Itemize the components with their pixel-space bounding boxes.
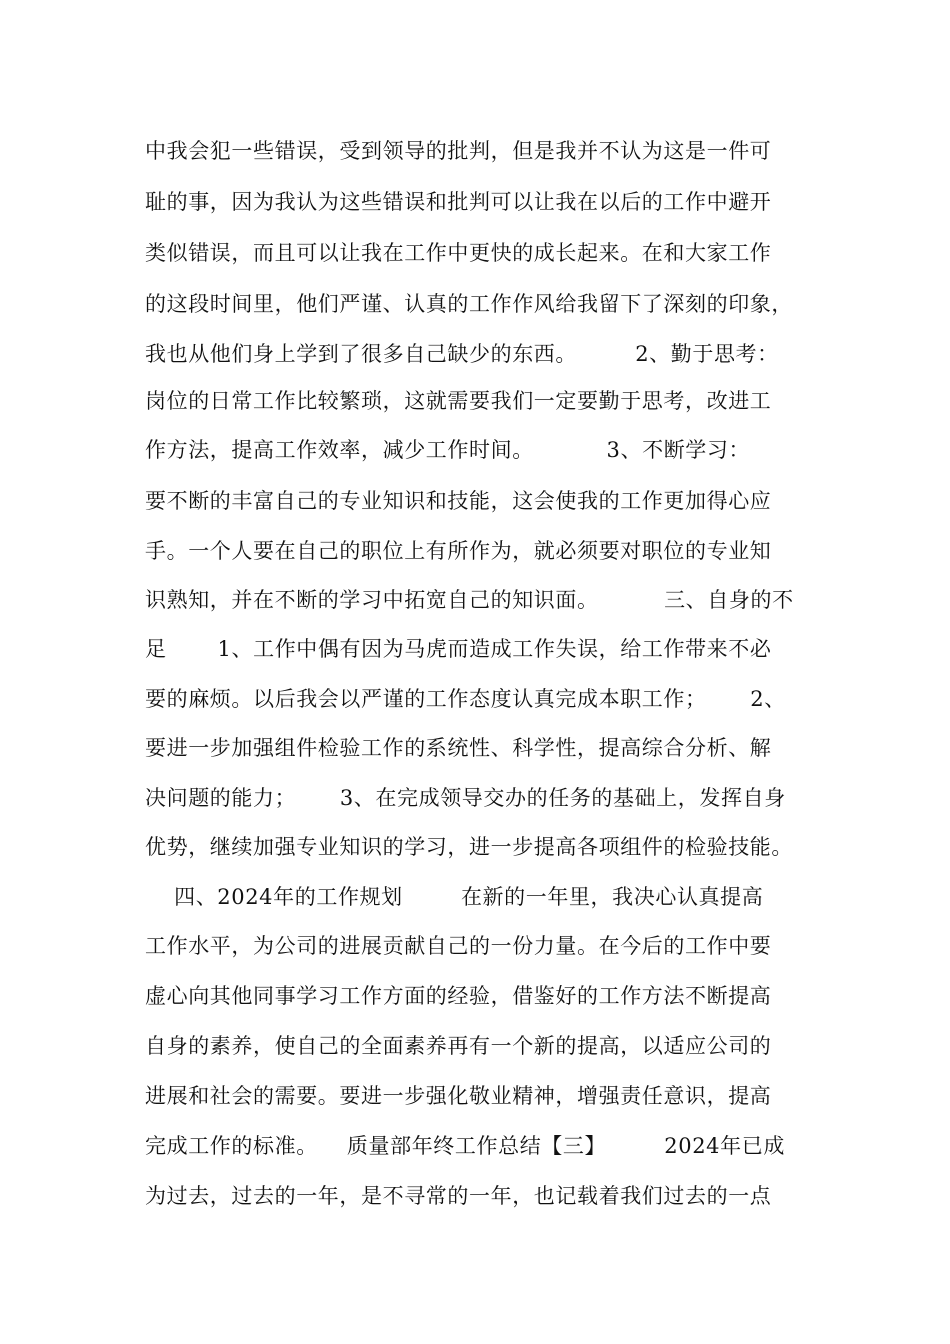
text-line: 类似错误，而且可以让我在工作中更快的成长起来。在和大家工作 — [145, 241, 772, 265]
text-line: 足 1、工作中偶有因为马虎而造成工作失误，给工作带来不必 — [145, 637, 772, 661]
text-line: 决问题的能力； 3、在完成领导交办的任务的基础上，发挥自身 — [145, 786, 786, 810]
text-line: 要不断的丰富自己的专业知识和技能，这会使我的工作更加得心应 — [145, 489, 772, 513]
text-line: 四、2024年的工作规划 在新的一年里，我决心认真提高 — [145, 885, 764, 909]
text-line: 中我会犯一些错误，受到领导的批判，但是我并不认为这是一件可 — [145, 139, 772, 163]
text-line: 手。一个人要在自己的职位上有所作为，就必须要对职位的专业知 — [145, 539, 772, 563]
text-line: 虚心向其他同事学习工作方面的经验，借鉴好的工作方法不断提高 — [145, 984, 772, 1008]
text-line: 要进一步加强组件检验工作的系统性、科学性，提高综合分析、解 — [145, 736, 772, 760]
text-line: 完成工作的标准。 质量部年终工作总结【三】 2024年已成 — [145, 1134, 785, 1158]
text-line: 岗位的日常工作比较繁琐，这就需要我们一定要勤于思考，改进工 — [145, 389, 772, 413]
text-line: 为过去，过去的一年，是不寻常的一年，也记载着我们过去的一点 — [145, 1184, 772, 1208]
text-line: 耻的事，因为我认为这些错误和批判可以让我在以后的工作中避开 — [145, 190, 772, 214]
text-line: 的这段时间里，他们严谨、认真的工作作风给我留下了深刻的印象， — [145, 292, 793, 316]
text-line: 我也从他们身上学到了很多自己缺少的东西。 2、勤于思考： — [145, 342, 779, 366]
text-line: 工作水平，为公司的进展贡献自己的一份力量。在今后的工作中要 — [145, 934, 772, 958]
text-line: 作方法，提高工作效率，减少工作时间。 3、不断学习： — [145, 438, 751, 462]
text-line: 要的麻烦。以后我会以严谨的工作态度认真完成本职工作； 2、 — [145, 687, 786, 711]
text-line: 进展和社会的需要。要进一步强化敬业精神，增强责任意识，提高 — [145, 1084, 772, 1108]
text-line: 优势，继续加强专业知识的学习，进一步提高各项组件的检验技能。 — [145, 835, 793, 859]
text-line: 自身的素养，使自己的全面素养再有一个新的提高，以适应公司的 — [145, 1034, 772, 1058]
text-line: 识熟知，并在不断的学习中拓宽自己的知识面。 三、自身的不 — [145, 588, 794, 612]
